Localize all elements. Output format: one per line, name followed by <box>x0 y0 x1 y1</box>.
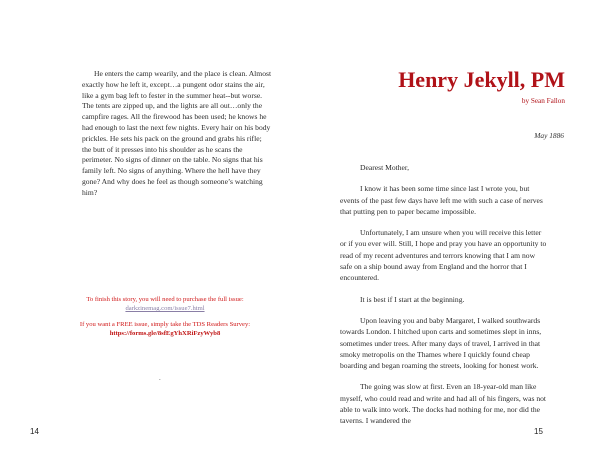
body-paragraph-5: The going was slow at first. Even an 18-year-old man like myself, who could read and write and had all of his fingers, was not able to walk into work. The docks had nothing for me, nor did the taverns. I wandered the <box>340 382 547 426</box>
purchase-text: To finish this story, you will need to purchase the full issue: <box>86 296 244 303</box>
story-excerpt: He enters the camp wearily, and the place is clean. Almost exactly how he left it, except…a pungent odor stains the air, like a gym bag left to fester in the summer heat--but worse. The tents are zipped up, and the lights are all out…only the campfire rages. All the firewood has been used; he knows he had enough to last the next few nights. Every hair on his body prickles. He sets his pack on the ground and grabs his rifle; the butt of it presses into his shoulder as he scans the perimeter. No signs of dinner on the table. No signs that his family left. No signs of anything. Where the hell have they gone? And why does he feel as though someone’s watching him? <box>82 69 272 197</box>
survey-link[interactable]: https://forms.gle/8sfEgYhXRiFzyWyb8 <box>109 330 221 337</box>
letter-date: May 1886 <box>534 131 564 140</box>
body-paragraph-1: I know it has been some time since last I wrote you, but events of the past few days have left me with such a case of nerves that putting pen to paper became impossible. <box>340 184 543 216</box>
letter-body <box>340 162 548 437</box>
survey-notice <box>75 320 255 338</box>
author-byline: by Sean Fallon <box>521 97 565 105</box>
purchase-notice <box>75 295 255 313</box>
free-issue-text: If you want a FREE issue, simply take the TDS Readers Survey: <box>79 321 251 328</box>
body-paragraph-3: It is best if I start at the beginning. <box>360 294 465 304</box>
story-title: Henry Jekyll, PM <box>398 67 565 92</box>
stray-dot: . <box>159 374 161 382</box>
page-number-left: 14 <box>30 427 39 436</box>
body-paragraph-4: Upon leaving you and baby Margaret, I walked southwards towards London. I hitched upon carts and sometimes slept in inns, sometimes under trees. After many days of travel, I arrived in that smoky metropolis on the Thames where I quickly found cheap boarding and began roaming the streets, looking for honest work. <box>340 315 542 371</box>
issue-link[interactable]: darkzinemag.com/issue7.html <box>125 305 205 312</box>
purchase-promo <box>75 295 255 345</box>
page-number-right: 15 <box>534 427 543 436</box>
body-paragraph-2: Unfortunately, I am unsure when you will receive this letter or if you ever will. Still, I hope and pray you have an opportunity to read of my recent adventures and terrors knowing that I am now safe on a ship bound away from England and the horror that I encountered. <box>340 228 547 283</box>
salutation: Dearest Mother, <box>360 163 410 172</box>
